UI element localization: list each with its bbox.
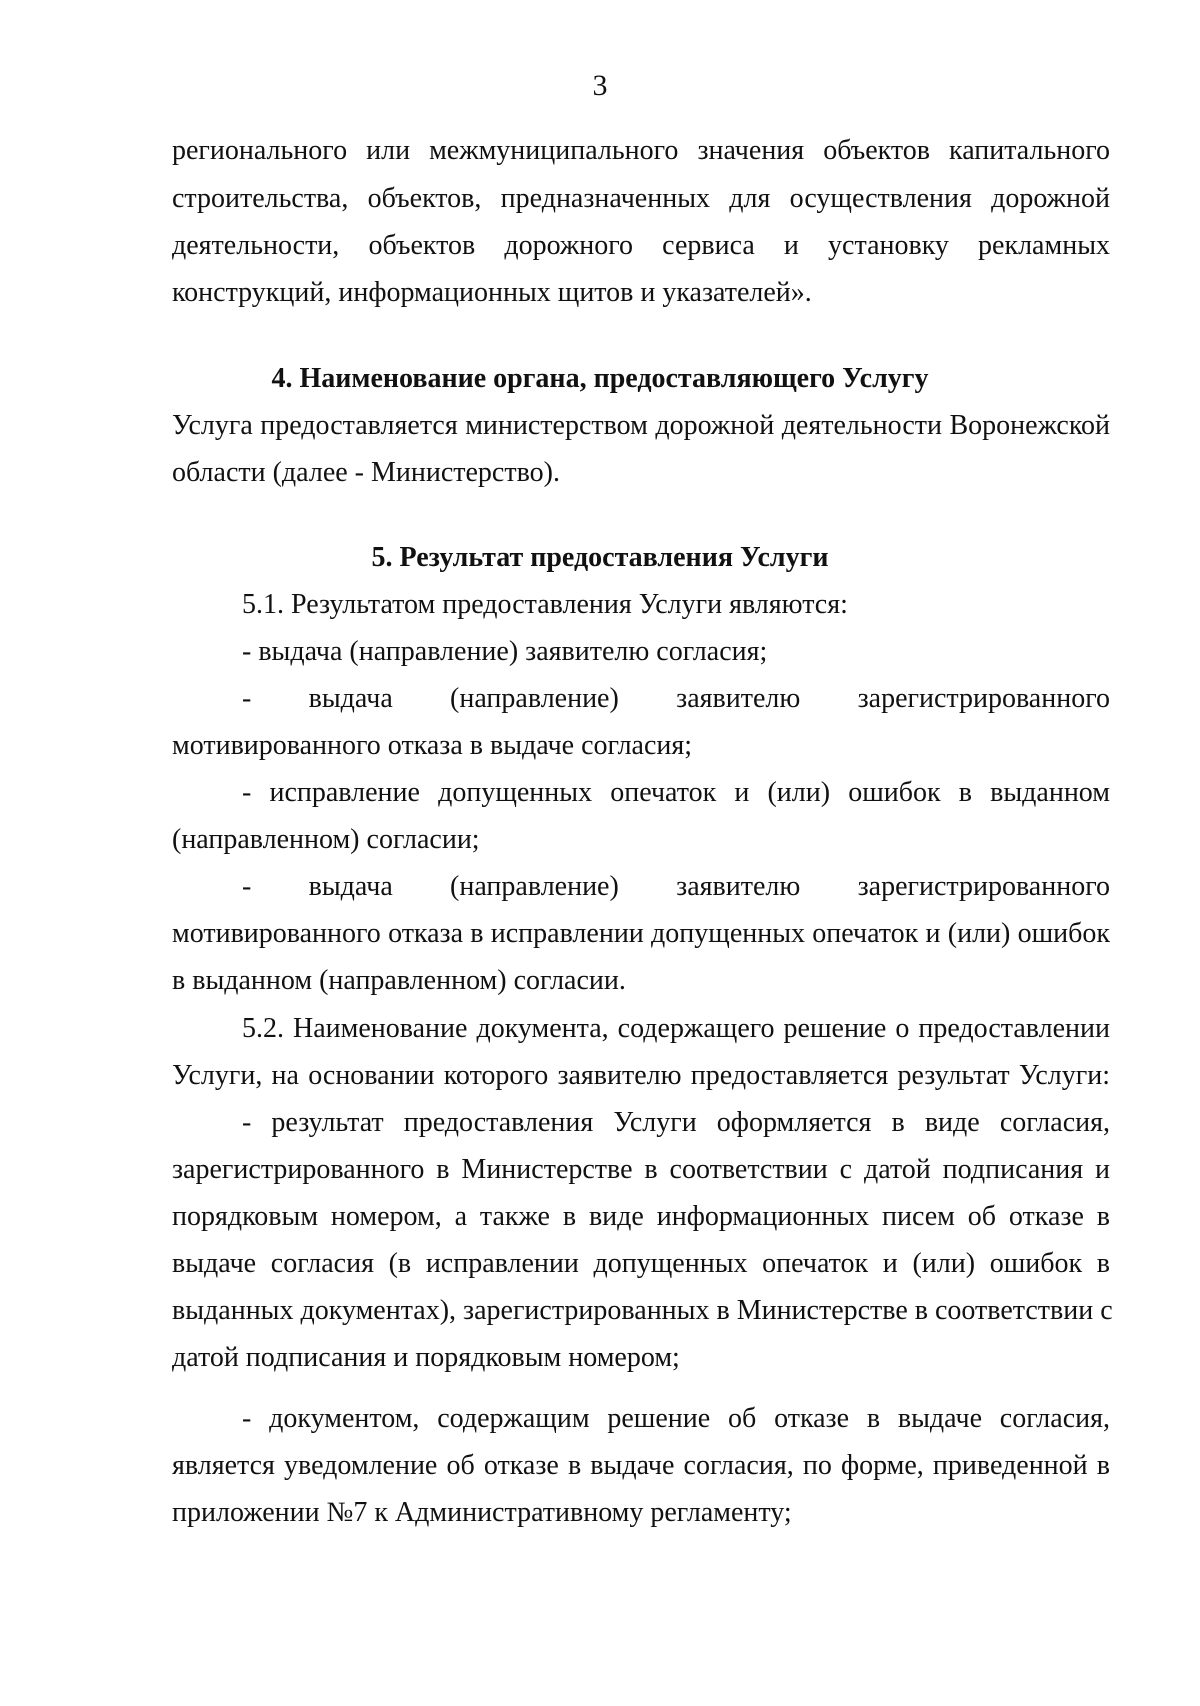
list-item-result-form-line-2: зарегистрированного в Министерстве в соответствии с датой подписания и — [172, 1154, 1110, 1185]
section-4-heading: 4. Наименование органа, предоставляющего Услугу — [271, 363, 929, 394]
section-5-heading: 5. Результат предоставления Услуги — [371, 542, 829, 573]
list-item-correction-refusal-line-3: в выданном (направленном) согласии. — [172, 965, 626, 996]
list-item-correction-line-1: - исправление допущенных опечаток и (или) ошибок в выданном — [242, 777, 1110, 808]
list-item-result-form-line-3: порядковым номером, а также в виде информационных писем об отказе в — [172, 1201, 1110, 1232]
list-item-refusal-notice-line-3: приложении №7 к Административному регламенту; — [172, 1497, 792, 1528]
list-item-result-form-line-6: датой подписания и порядковым номером; — [172, 1342, 680, 1373]
intro-line-4: конструкций, информационных щитов и указателей». — [172, 277, 812, 308]
list-item-result-form-line-4: выдаче согласия (в исправлении допущенных опечаток и (или) ошибок в — [172, 1248, 1110, 1279]
section-4-line-1: Услуга предоставляется министерством дорожной деятельности Воронежской — [172, 410, 1110, 441]
intro-line-3: деятельности, объектов дорожного сервиса и установку рекламных — [172, 230, 1110, 261]
section-4-line-2: области (далее - Министерство). — [172, 457, 560, 488]
list-item-correction-refusal-line-1: - выдача (направление) заявителю зарегистрированного — [242, 871, 1110, 902]
list-item-refusal-notice-line-1: - документом, содержащим решение об отказе в выдаче согласия, — [242, 1403, 1110, 1434]
list-item-refusal-line-2: мотивированного отказа в выдаче согласия; — [172, 730, 693, 761]
intro-line-1: регионального или межмуниципального значения объектов капитального — [172, 135, 1110, 166]
list-item-refusal-line-1: - выдача (направление) заявителю зарегистрированного — [242, 683, 1110, 714]
list-item-issue-consent: - выдача (направление) заявителю согласия; — [242, 636, 768, 667]
section-5-2-line-1: 5.2. Наименование документа, содержащего решение о предоставлении — [242, 1013, 1110, 1044]
page-number: 3 — [592, 69, 608, 102]
list-item-correction-line-2: (направленном) согласии; — [172, 824, 480, 855]
intro-line-2: строительства, объектов, предназначенных для осуществления дорожной — [172, 183, 1110, 214]
list-item-refusal-notice-line-2: является уведомление об отказе в выдаче согласия, по форме, приведенной в — [172, 1450, 1110, 1481]
list-item-result-form-line-1: - результат предоставления Услуги оформляется в виде согласия, — [242, 1107, 1110, 1138]
section-5-1-paragraph: 5.1. Результатом предоставления Услуги являются: — [242, 589, 848, 620]
list-item-result-form-line-5: выданных документах), зарегистрированных в Министерстве в соответствии с — [172, 1295, 1113, 1326]
section-5-2-line-2: Услуги, на основании которого заявителю предоставляется результат Услуги: — [172, 1060, 1110, 1091]
list-item-correction-refusal-line-2: мотивированного отказа в исправлении допущенных опечаток и (или) ошибок — [172, 918, 1110, 949]
